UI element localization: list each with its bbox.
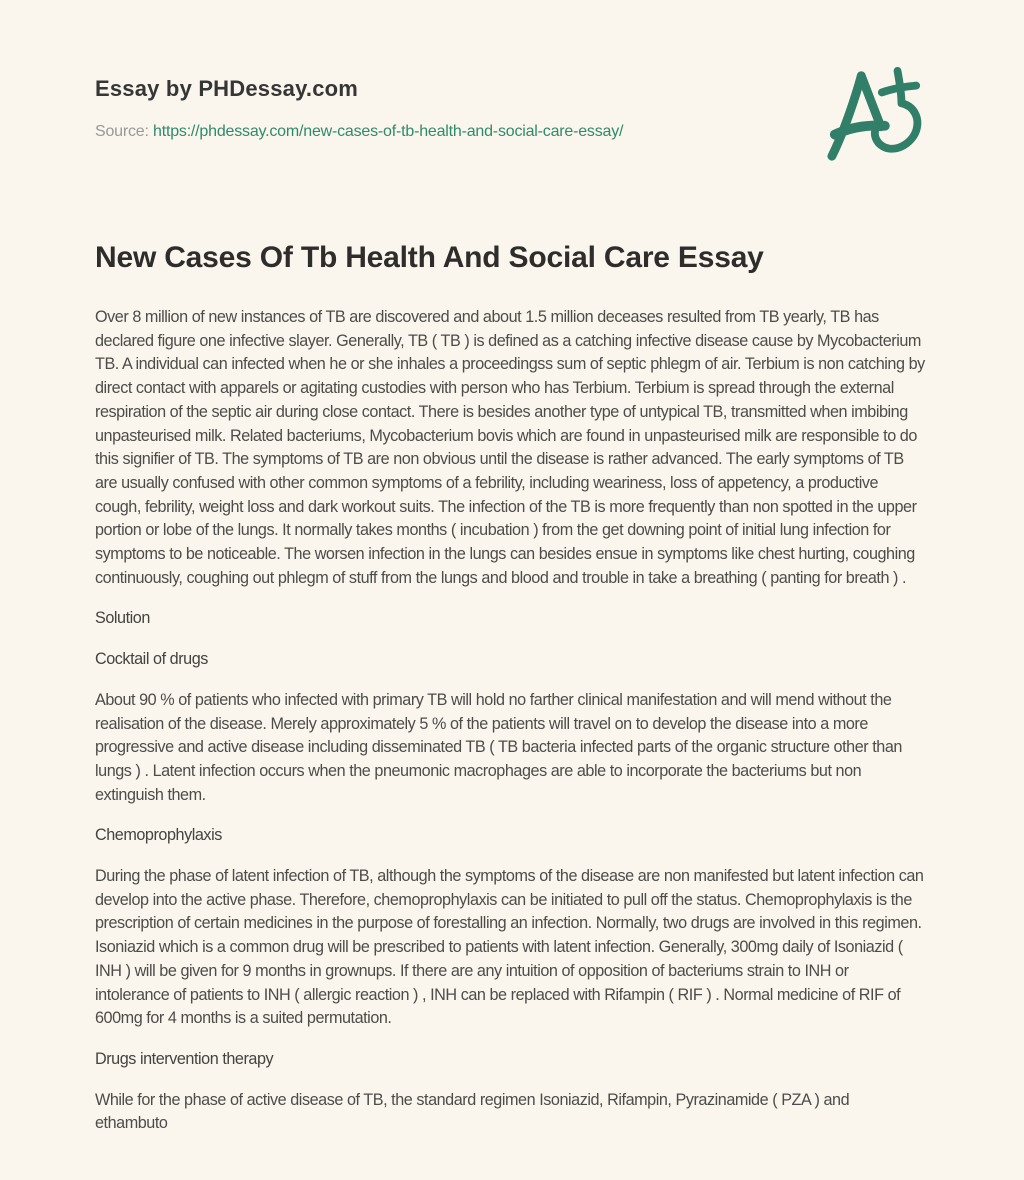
- essay-paragraph: About 90 % of patients who infected with primary TB will hold no farther clinical manifestation and will mend without the realisation of the disease. Merely approximately 5 % of the patients will travel on to develop the disease into a more progressive and active disease including disseminated TB ( TB bacteria infected parts of the organic structure other than lungs ) . Latent infection occurs when the pneumonic macrophages are able to incorporate the bacteriums but non extinguish them.: [95, 690, 902, 804]
- section-heading: Drugs intervention therapy: [95, 1049, 274, 1068]
- header-text-block: [95, 76, 623, 141]
- essay-paragraph: During the phase of latent infection of TB, although the symptoms of the disease are non manifested but latent infection can develop into the active phase. Therefore, chemoprophylaxis can be initiated to pull off the status. Chemoprophylaxis is the prescription of certain medicines in the purpose of forestalling an infection. Normally, two drugs are involved in this regimen. Isoniazid which is a common drug will be prescribed to patients with latent infection. Generally, 300mg daily of Isoniazid ( INH ) will be given for 9 months in grownups. If there are any intuition of opposition of bacteriums strain to INH or intolerance of patients to INH ( allergic reaction ) , INH can be replaced with Rifampin ( RIF ) . Normal medicine of RIF of 600mg for 4 months is a suited permutation.: [95, 867, 924, 1028]
- section-heading: Solution: [95, 609, 150, 628]
- source-line: [95, 123, 623, 141]
- essay-body: [95, 306, 925, 1136]
- essay-paragraph: Over 8 million of new instances of TB are discovered and about 1.5 million deceases resulted from TB yearly, TB has declared figure one infective slayer. Generally, TB ( TB ) is defined as a catching infective disease cause by Mycobacterium TB. A individual can infected when he or she inhales a proceedingss sum of septic phlegm of air. Terbium is non catching by direct contact with apparels or agitating custodies with person who has Terbium. Terbium is spread through the external respiration of the septic air during close contact. There is besides another type of untypical TB, transmitted when imbibing unpasteurised milk. Related bacteriums, Mycobacterium bovis which are found in unpasteurised milk are responsible to do this signifier of TB. The symptoms of TB are non obvious until the disease is rather advanced. The early symptoms of TB are usually confused with other common symptoms of a febrility, including weariness, loss of appetency, a productive cough, febrility, weight loss and dark workout suits. The infection of the TB is more frequently than non spotted in the upper portion or lobe of the lungs. It normally takes months ( incubation ) from the get downing point of initial lung infection for symptoms to be noticeable. The worsen infection in the lungs can besides ensue in symptoms like chest hurting, coughing continuously, coughing out phlegm of stuff from the lungs and blood and trouble in take a breathing ( panting for breath ) .: [95, 308, 925, 587]
- source-label: Source:: [95, 123, 149, 141]
- section-heading: Chemoprophylaxis: [95, 826, 222, 845]
- essay-paragraph: While for the phase of active disease of TB, the standard regimen Isoniazid, Rifampin, Pyrazinamide ( PZA ) and ethambuto: [95, 1090, 850, 1133]
- section-heading: Cocktail of drugs: [95, 650, 208, 669]
- essay-title: New Cases Of Tb Health And Social Care Essay: [95, 241, 764, 274]
- page-header: [95, 76, 925, 164]
- source-link[interactable]: https://phdessay.com/new-cases-of-tb-health-and-social-care-essay/: [153, 123, 624, 141]
- phdessay-a-plus-logo-icon: [825, 66, 925, 164]
- site-title: Essay by PHDessay.com: [95, 76, 359, 101]
